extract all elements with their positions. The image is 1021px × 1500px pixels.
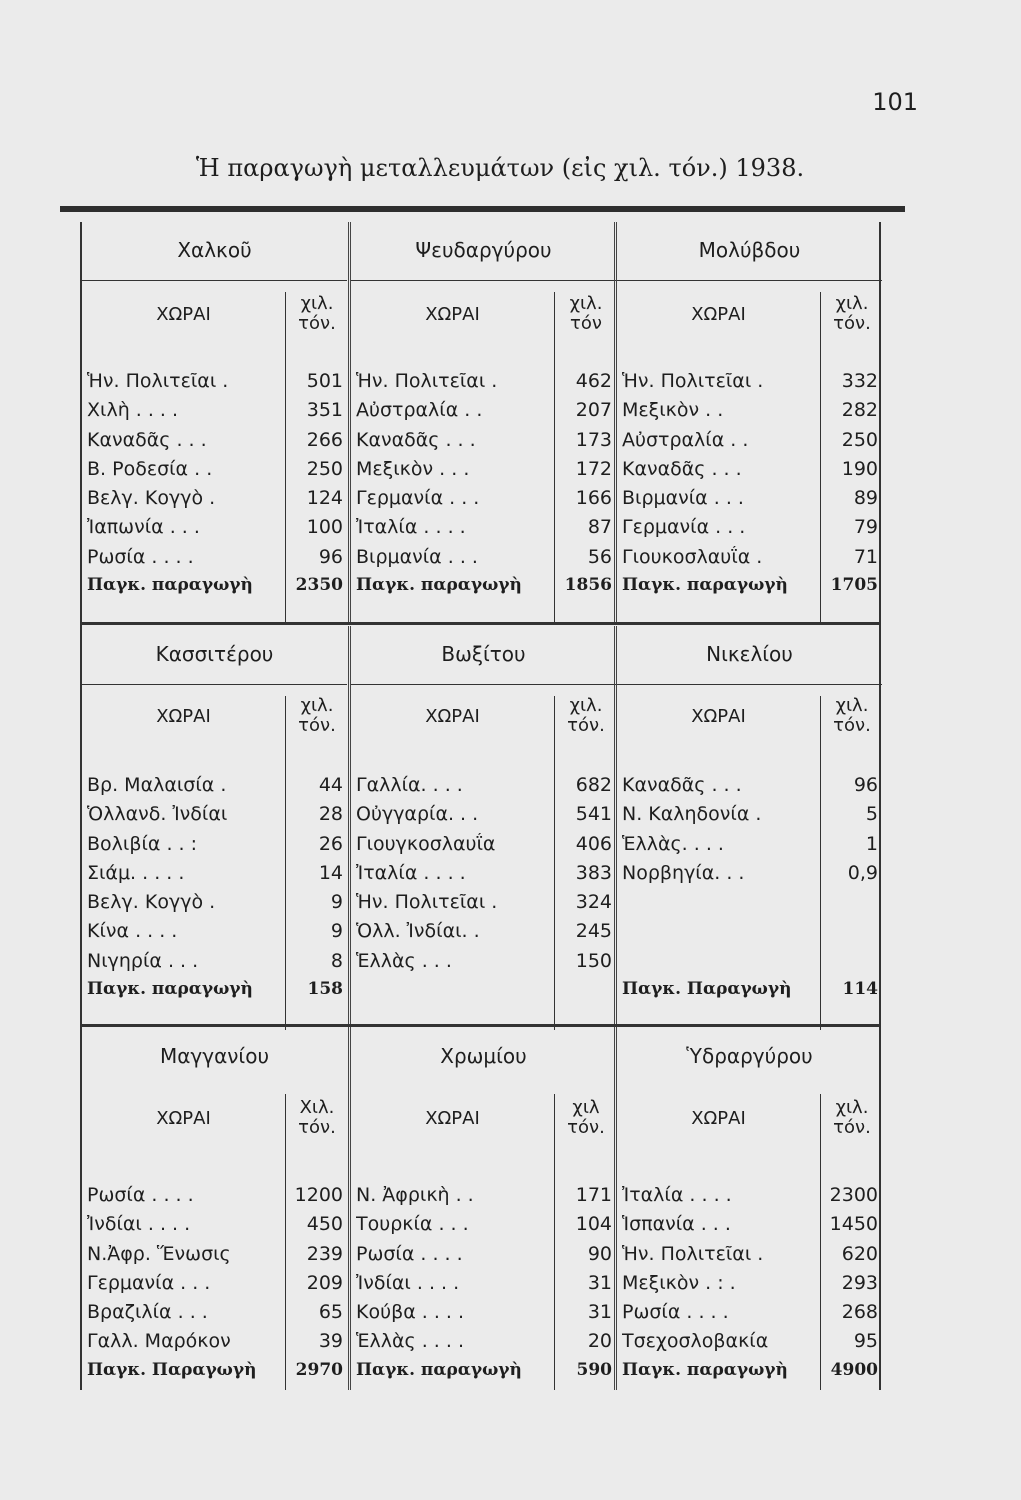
value-cell: 2300 [829,1184,878,1206]
country-cell: Βρ. Μαλαισία . [87,774,227,796]
unit-header: χιλ τόν. [567,1097,605,1138]
value-cell: 406 [575,832,612,855]
total-label: Παγκ. παραγωγὴ [622,1359,788,1380]
table-row [82,544,347,573]
value-cell: 95 [853,1330,878,1353]
total-value: 158 [307,979,343,1000]
value-cell: 104 [575,1213,612,1236]
table-block-3 [82,1028,879,1390]
total-label: Παγκ. παραγωγὴ [87,979,253,1000]
country-cell: Γιουκοσλαυΐα . [622,545,763,568]
table-copper [82,222,347,622]
table-row [617,801,882,830]
title-rule [60,206,905,212]
value-cell: 1 [865,832,878,855]
country-cell: Σιάμ. . . . . [87,861,185,884]
table-row [82,831,347,860]
country-cell: Ἰταλία . . . . [622,1184,732,1206]
country-cell: Ἑλλὰς . . . . [356,1330,464,1353]
country-cell: Τσεχοσλοβακία [622,1330,769,1353]
value-cell: 96 [318,545,343,568]
country-cell: Ὁλλ. Ἰνδίαι. . [356,920,480,943]
table-row [351,1328,616,1357]
total-row [617,977,882,1006]
country-cell: Ἰνδίαι . . . . [87,1213,191,1236]
country-cell: Ἑλλὰς. . . . [622,832,724,855]
mineral-title: Ψευδαργύρου [415,238,552,262]
country-cell: Ὁλλανδ. Ἰνδίαι [87,803,228,826]
total-value: 1705 [830,575,878,596]
page-title: Ἡ παραγωγὴ μεταλλευμάτων (εἰς χιλ. τόν.) 1938. [195,154,805,182]
country-cell: Τουρκία . . . [356,1213,469,1236]
unit-header: χιλ. τόν. [833,293,871,334]
total-row [351,977,616,1006]
total-row [82,573,347,602]
total-value: 2350 [295,575,343,596]
rows [617,772,882,1006]
table-row [617,831,882,860]
country-cell: Ἰαπωνία . . . [87,516,200,539]
value-cell: 96 [853,774,878,796]
unit-header: Χιλ. τόν. [298,1097,336,1138]
divider [351,280,616,281]
table-row [617,889,882,918]
country-cell: Ἱσπανία . . . [622,1213,731,1236]
rows [617,1182,882,1387]
table-row [617,514,882,543]
table-row [82,1182,347,1211]
table-mercury [614,1028,882,1390]
table-manganese [82,1028,347,1390]
table-row [617,860,882,889]
value-cell: 1450 [829,1213,878,1236]
country-cell: Ἰταλία . . . . [356,861,466,884]
value-cell: 8 [330,949,343,972]
country-cell: Γερμανία . . . [622,516,746,539]
value-cell: 56 [587,545,612,568]
table-row [351,889,616,918]
table-row [351,368,616,397]
page-number: 101 [872,88,918,116]
table-lead [614,222,882,622]
value-cell: 124 [306,487,343,510]
table-row [351,1270,616,1299]
table-nickel [614,626,882,1030]
value-cell: 332 [841,370,878,392]
table-row [82,889,347,918]
country-cell: Γερμανία . . . [87,1271,211,1294]
value-cell: 87 [587,516,612,539]
country-cell: Μεξικὸν . . [622,399,724,422]
table-row [351,860,616,889]
table-row [82,1211,347,1240]
table-tin [82,626,347,1030]
value-cell: 5 [865,803,878,826]
divider [351,684,616,685]
value-cell: 501 [306,370,343,392]
country-cell: Ρωσία . . . . [87,545,194,568]
country-cell: Καναδᾶς . . . [622,457,742,480]
table-row [617,1299,882,1328]
country-cell: Ν. Καληδονία . [622,803,762,826]
value-cell: 31 [587,1271,612,1294]
table-row [82,456,347,485]
value-cell: 71 [853,545,878,568]
value-cell: 190 [841,457,878,480]
total-row [617,573,882,602]
table-row [617,368,882,397]
rows [351,368,616,602]
block-divider [82,622,879,625]
country-cell: Βιρμανία . . . [356,545,478,568]
value-cell: 324 [575,891,612,914]
countries-header: ΧΩΡΑΙ [156,304,211,325]
table-zinc [348,222,616,622]
country-cell: Γαλλ. Μαρόκον [87,1330,231,1353]
countries-header: ΧΩΡΑΙ [691,304,746,325]
table-chromium [348,1028,616,1390]
total-row [351,573,616,602]
country-cell: Καναδᾶς . . . [622,774,742,796]
value-cell: 541 [575,803,612,826]
table-row [82,485,347,514]
value-cell: 207 [575,399,612,422]
total-label: Παγκ. Παραγωγὴ [87,1359,257,1380]
table-row [82,1328,347,1357]
countries-header: ΧΩΡΑΙ [425,304,480,325]
table-row [351,948,616,977]
country-cell: Χιλὴ . . . . [87,399,179,422]
countries-header: ΧΩΡΑΙ [691,1108,746,1129]
value-cell: 39 [318,1330,343,1353]
total-label: Παγκ. Παραγωγὴ [622,979,792,1000]
value-cell: 171 [575,1184,612,1206]
table-row [617,1211,882,1240]
rows [82,368,347,602]
table-row [82,860,347,889]
table-row [351,427,616,456]
value-cell: 79 [853,516,878,539]
country-cell: Ρωσία . . . . [356,1242,463,1265]
mineral-title: Μαγγανίου [159,1044,270,1068]
total-value: 2970 [295,1359,343,1380]
table-row [617,1182,882,1211]
table-row [351,801,616,830]
rows [82,772,347,1006]
countries-header: ΧΩΡΑΙ [425,706,480,727]
value-cell: 282 [841,399,878,422]
country-cell: Νιγηρία . . . [87,949,199,972]
rows [617,368,882,602]
table-row [82,918,347,947]
table-row [617,918,882,947]
countries-header: ΧΩΡΑΙ [691,706,746,727]
total-row [82,977,347,1006]
total-label: Παγκ. παραγωγὴ [356,575,522,596]
value-cell: 44 [318,774,343,796]
countries-header: ΧΩΡΑΙ [425,1108,480,1129]
country-cell: Ἡν. Πολιτεῖαι . [87,370,229,392]
table-row [617,397,882,426]
country-cell: Ἡν. Πολιτεῖαι . [356,370,498,392]
mineral-title: Χρωμίου [440,1044,527,1068]
country-cell: Ἡν. Πολιτεῖαι . [622,1242,764,1265]
value-cell: 100 [306,516,343,539]
unit-header: χιλ. τόν. [833,1097,871,1138]
country-cell: Ν.Ἀφρ. Ἕνωσις [87,1242,231,1265]
value-cell: 250 [841,428,878,451]
value-cell: 26 [318,832,343,855]
table-row [82,427,347,456]
value-cell: 89 [853,487,878,510]
mineral-title: Ὑδραργύρου [686,1044,813,1068]
rows [351,1182,616,1387]
table-row [82,397,347,426]
countries-header: ΧΩΡΑΙ [156,706,211,727]
table-row [351,772,616,801]
value-cell: 90 [587,1242,612,1265]
value-cell: 245 [575,920,612,943]
value-cell: 166 [575,487,612,510]
value-cell: 14 [318,861,343,884]
block-divider [82,1024,879,1027]
total-label: Παγκ. παραγωγὴ [87,575,253,596]
country-cell: Ἡν. Πολιτεῖαι . [622,370,764,392]
table-block-2 [82,626,879,1030]
divider [617,280,882,281]
table-row [351,485,616,514]
table-row [617,772,882,801]
total-value: 1856 [564,575,612,596]
country-cell: Βελγ. Κογγὸ . [87,487,216,510]
value-cell: 293 [841,1271,878,1294]
value-cell: 9 [330,891,343,914]
table-row [82,801,347,830]
divider [82,280,347,281]
value-cell: 383 [575,861,612,884]
country-cell: Κούβα . . . . [356,1301,465,1324]
table-row [617,427,882,456]
country-cell: Γιουγκοσλαυΐα [356,832,496,855]
value-cell: 450 [306,1213,343,1236]
table-row [351,456,616,485]
mineral-title: Νικελίου [706,642,793,666]
country-cell: Αὐστραλία . . [356,399,483,422]
value-cell: 20 [587,1330,612,1353]
unit-header: χιλ. τόν. [833,695,871,736]
unit-header: χιλ. τόν. [298,695,336,736]
countries-header: ΧΩΡΑΙ [156,1108,211,1129]
total-label: Παγκ. παραγωγὴ [622,575,788,596]
country-cell: Ἑλλὰς . . . [356,949,452,972]
table-row [82,1270,347,1299]
total-value: 590 [576,1359,612,1380]
value-cell: 150 [575,949,612,972]
table-row [351,514,616,543]
value-cell: 172 [575,457,612,480]
country-cell: Καναδᾶς . . . [356,428,476,451]
value-cell: 682 [575,774,612,796]
divider [617,684,882,685]
table-row [351,1211,616,1240]
country-cell: Βιρμανία . . . [622,487,744,510]
table-row [351,918,616,947]
country-cell: Ν. Ἀφρικὴ . . [356,1184,474,1206]
table-row [82,948,347,977]
value-cell: 0,9 [847,861,878,884]
table-block-1 [82,222,879,622]
country-cell: Καναδᾶς . . . [87,428,207,451]
value-cell: 9 [330,920,343,943]
table-row [351,1182,616,1211]
value-cell: 462 [575,370,612,392]
value-cell: 209 [306,1271,343,1294]
mineral-title: Χαλκοῦ [177,238,252,262]
value-cell: 239 [306,1242,343,1265]
country-cell: Γερμανία . . . [356,487,480,510]
country-cell: Βελγ. Κογγὸ . [87,891,216,914]
country-cell: Μεξικὸν . . . [356,457,470,480]
total-row [617,1358,882,1387]
country-cell: Ρωσία . . . . [87,1184,194,1206]
country-cell: Νορβηγία. . . [622,861,745,884]
table-row [82,514,347,543]
table-row [617,485,882,514]
value-cell: 28 [318,803,343,826]
table-row [617,1328,882,1357]
country-cell: Ρωσία . . . . [622,1301,729,1324]
table-row [617,948,882,977]
country-cell: Μεξικὸν . : . [622,1271,736,1294]
table-row [617,544,882,573]
table-row [351,1299,616,1328]
value-cell: 266 [306,428,343,451]
value-cell: 250 [306,457,343,480]
mineral-title: Μολύβδου [698,238,801,262]
table-row [351,544,616,573]
table-row [82,772,347,801]
total-value: 4900 [830,1359,878,1380]
table-row [617,1241,882,1270]
unit-header: χιλ. τόν [569,293,603,334]
country-cell: Ἡν. Πολιτεῖαι . [356,891,498,914]
country-cell: Βραζιλία . . . [87,1301,208,1324]
table-row [82,368,347,397]
table-row [351,831,616,860]
country-cell: Βολιβία . . : [87,832,198,855]
table-row [82,1299,347,1328]
table-row [617,456,882,485]
country-cell: Γαλλία. . . . [356,774,463,796]
table-bauxite [348,626,616,1030]
value-cell: 268 [841,1301,878,1324]
table-row [617,1270,882,1299]
total-row [82,1358,347,1387]
value-cell: 620 [841,1242,878,1265]
unit-header: χιλ. τόν. [298,293,336,334]
country-cell: Αὐστραλία . . [622,428,749,451]
total-value: 114 [842,979,878,1000]
table-row [351,1241,616,1270]
mineral-title: Κασσιτέρου [155,642,274,666]
unit-header: χιλ. τόν. [567,695,605,736]
value-cell: 31 [587,1301,612,1324]
rows [82,1182,347,1387]
rows [351,772,616,1006]
value-cell: 173 [575,428,612,451]
country-cell: Κίνα . . . . [87,920,178,943]
country-cell: Ἰταλία . . . . [356,516,466,539]
table-row [82,1241,347,1270]
minerals-production-tables [80,222,881,1390]
country-cell: Ἰνδίαι . . . . [356,1271,460,1294]
value-cell: 1200 [294,1184,343,1206]
value-cell: 351 [306,399,343,422]
total-label: Παγκ. παραγωγὴ [356,1359,522,1380]
country-cell: Οὐγγαρία. . . [356,803,479,826]
total-row [351,1358,616,1387]
country-cell: Β. Ροδεσία . . [87,457,213,480]
table-row [351,397,616,426]
value-cell: 65 [318,1301,343,1324]
divider [82,684,347,685]
mineral-title: Βωξίτου [441,642,526,666]
